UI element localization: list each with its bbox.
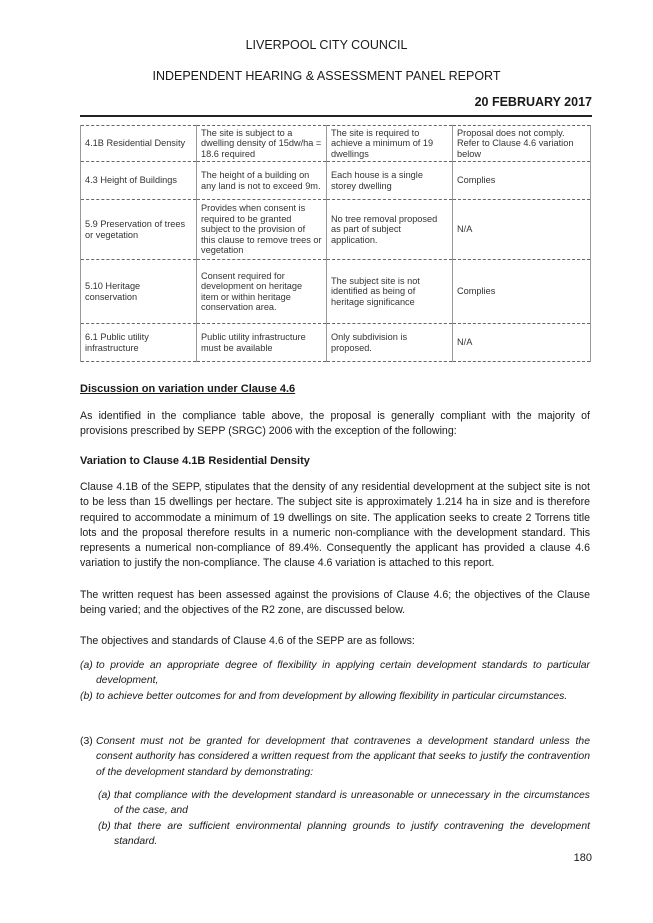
table-cell: 5.9 Preservation of trees or vegetation bbox=[81, 200, 197, 260]
density-paragraph: Clause 4.1B of the SEPP, stipulates that the density of any residential development at the subject site is not to be less than 15 dwellings per hectare. The subject site is approximately 1.214 ha in size and is therefore required to accommodate a minimum of 19 dwellings on site. The application seeks to create 2 Torrens title lots and the proposal therefore results in a numeric non-compliance with the development standard. This represents a numerical non-compliance of 89.4%. Consequently the applicant has provided a clause 4.6 variation to justify the non-compliance. The clause 4.6 variation is attached to this report. bbox=[80, 481, 590, 570]
table-row bbox=[81, 162, 591, 200]
table-cell: Each house is a single storey dwelling bbox=[327, 162, 453, 200]
table-cell: No tree removal proposed as part of subject application. bbox=[327, 200, 453, 260]
list-marker: (b) bbox=[80, 691, 93, 702]
list-item bbox=[80, 734, 590, 780]
table-cell: 4.1B Residential Density bbox=[81, 126, 197, 162]
list-marker: (3) bbox=[80, 736, 93, 747]
discussion-heading: Discussion on variation under Clause 4.6 bbox=[80, 383, 296, 395]
table-row bbox=[81, 324, 591, 362]
table-cell: Complies bbox=[453, 260, 591, 324]
table-row bbox=[81, 126, 591, 162]
table-cell: 6.1 Public utility infrastructure bbox=[81, 324, 197, 362]
table-cell: 4.3 Height of Buildings bbox=[81, 162, 197, 200]
objectives-intro: The objectives and standards of Clause 4.6 of the SEPP are as follows: bbox=[80, 635, 415, 647]
table-row bbox=[81, 200, 591, 260]
list-text: to achieve better outcomes for and from development by allowing flexibility in particular circumstances. bbox=[96, 691, 568, 702]
assessment-paragraph: The written request has been assessed against the provisions of Clause 4.6; the objectives of the Clause being varied; and the objectives of the R2 zone, are discussed below. bbox=[80, 589, 590, 617]
table-cell: The site is subject to a dwelling density of 15dw/ha = 18.6 required bbox=[197, 126, 327, 162]
list-item bbox=[80, 658, 590, 689]
page-number: 180 bbox=[573, 852, 592, 864]
table-cell: N/A bbox=[453, 200, 591, 260]
list-item bbox=[80, 689, 590, 704]
table-cell: Only subdivision is proposed. bbox=[327, 324, 453, 362]
list-marker: (a) bbox=[80, 660, 93, 671]
list-marker: (b) bbox=[98, 821, 111, 832]
compliance-table bbox=[80, 125, 591, 362]
list-text: that there are sufficient environmental planning grounds to justify contravening the development standard. bbox=[114, 821, 590, 848]
table-cell: 5.10 Heritage conservation bbox=[81, 260, 197, 324]
council-name: LIVERPOOL CITY COUNCIL bbox=[245, 38, 408, 52]
intro-paragraph: As identified in the compliance table above, the proposal is generally compliant with the majority of provisions prescribed by SEPP (SRGC) 2006 with the exception of the following: bbox=[80, 410, 590, 438]
table-cell: Proposal does not comply. Refer to Clause 4.6 variation below bbox=[453, 126, 591, 162]
list-text: Consent must not be granted for development that contravenes a development standard unless the consent authority has considered a written request from the applicant that seeks to justify the contravention of the development standard by demonstrating: bbox=[96, 736, 590, 778]
list-text: that compliance with the development standard is unreasonable or unnecessary in the circumstances of the case, and bbox=[114, 790, 590, 817]
list-text: to provide an appropriate degree of flexibility in applying certain development standards to particular development, bbox=[96, 660, 590, 687]
variation-heading: Variation to Clause 4.1B Residential Density bbox=[80, 455, 310, 467]
list-item bbox=[98, 819, 590, 850]
table-cell: N/A bbox=[453, 324, 591, 362]
header-rule bbox=[80, 115, 592, 117]
table-cell: The site is required to achieve a minimum of 19 dwellings bbox=[327, 126, 453, 162]
table-cell: The subject site is not identified as being of heritage significance bbox=[327, 260, 453, 324]
table-row bbox=[81, 260, 591, 324]
table-cell: Complies bbox=[453, 162, 591, 200]
table-cell: The height of a building on any land is not to exceed 9m. bbox=[197, 162, 327, 200]
list-item bbox=[98, 788, 590, 819]
table-cell: Provides when consent is required to be granted subject to the provision of this clause to remove trees or vegetation bbox=[197, 200, 327, 260]
report-date: 20 FEBRUARY 2017 bbox=[474, 95, 592, 109]
report-title: INDEPENDENT HEARING & ASSESSMENT PANEL REPORT bbox=[152, 69, 501, 83]
table-cell: Consent required for development on heritage item or within heritage conservation area. bbox=[197, 260, 327, 324]
table-cell: Public utility infrastructure must be available bbox=[197, 324, 327, 362]
list-marker: (a) bbox=[98, 790, 111, 801]
